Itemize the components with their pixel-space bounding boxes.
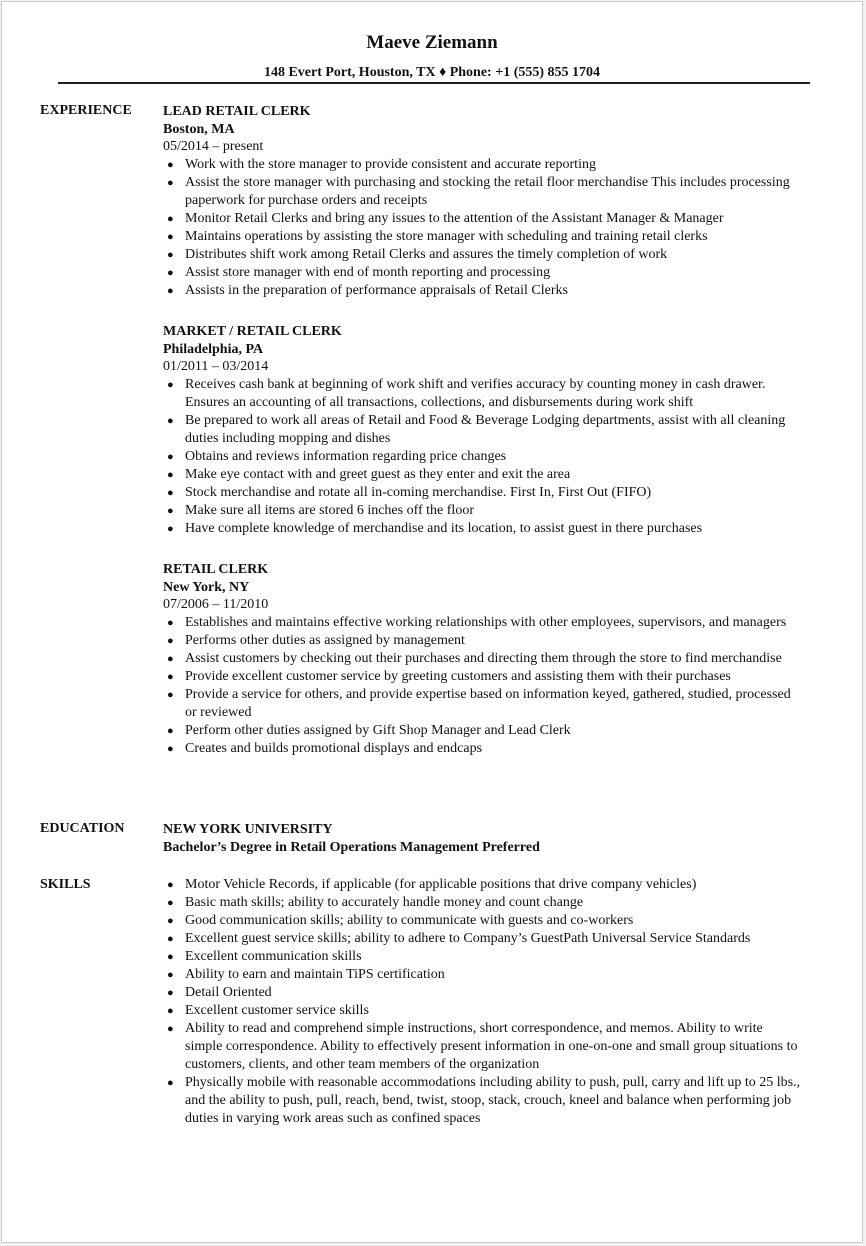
list-item-text: Detail Oriented (185, 985, 272, 1000)
bullet-icon: ● (167, 897, 174, 909)
list-item-text: Creates and builds promotional displays and endcaps (185, 741, 483, 756)
list-item-text: Assists in the preparation of performance appraisals of Retail Clerks (185, 283, 568, 298)
section-label-education: EDUCATION (40, 821, 125, 836)
bullet-icon: ● (167, 505, 174, 517)
list-item-text: Monitor Retail Clerks and bring any issues to the attention of the Assistant Manager & Manager (185, 211, 724, 226)
job-duties-list (163, 156, 803, 300)
list-item (163, 668, 803, 686)
job-location: Philadelphia, PA (163, 342, 264, 357)
list-item (163, 1020, 803, 1074)
job-entry (163, 103, 803, 300)
list-item-text: Make sure all items are stored 6 inches off the floor (185, 503, 474, 518)
list-item (163, 912, 803, 930)
bullet-icon: ● (167, 879, 174, 891)
list-item-text: Assist the store manager with purchasing and stocking the retail floor merchandise This includes processing paperwork for purchase orders and receipts (185, 175, 790, 208)
list-item-text: Excellent customer service skills (185, 1003, 369, 1018)
bullet-icon: ● (167, 1005, 174, 1017)
job-title: LEAD RETAIL CLERK (163, 104, 311, 119)
list-item (163, 282, 803, 300)
list-item-text: Receives cash bank at beginning of work shift and verifies accuracy by counting money in cash drawer. Ensures an accounting of all transactions, collections, and disbursements during work shift (185, 377, 766, 410)
list-item-text: Obtains and reviews information regarding price changes (185, 449, 507, 464)
bullet-icon: ● (167, 267, 174, 279)
job-title: RETAIL CLERK (163, 562, 269, 577)
list-item-text: Provide excellent customer service by greeting customers and assisting them with their purchases (185, 669, 731, 684)
education-degree: Bachelor’s Degree in Retail Operations Management Preferred (163, 840, 540, 855)
bullet-icon: ● (167, 213, 174, 225)
bullet-icon: ● (167, 379, 174, 391)
list-item (163, 984, 803, 1002)
list-item (163, 412, 803, 448)
list-item (163, 966, 803, 984)
bullet-icon: ● (167, 523, 174, 535)
bullet-icon: ● (167, 915, 174, 927)
list-item-text: Maintains operations by assisting the store manager with scheduling and training retail clerks (185, 229, 708, 244)
job-dates: 07/2006 – 11/2010 (163, 597, 269, 612)
bullet-icon: ● (167, 969, 174, 981)
list-item (163, 210, 803, 228)
header-divider (58, 82, 810, 84)
job-entry (163, 561, 803, 758)
list-item (163, 1002, 803, 1020)
list-item-text: Assist store manager with end of month reporting and processing (185, 265, 551, 280)
list-item (163, 502, 803, 520)
skills-entry (163, 876, 803, 1128)
bullet-icon: ● (167, 743, 174, 755)
skills-list (163, 876, 803, 1128)
bullet-icon: ● (167, 635, 174, 647)
section-label-skills: SKILLS (40, 877, 91, 892)
list-item (163, 156, 803, 174)
list-item-text: Performs other duties as assigned by management (185, 633, 465, 648)
list-item (163, 632, 803, 650)
list-item (163, 376, 803, 412)
list-item (163, 484, 803, 502)
list-item-text: Ability to earn and maintain TiPS certification (185, 967, 445, 982)
list-item (163, 448, 803, 466)
list-item (163, 246, 803, 264)
list-item-text: Basic math skills; ability to accurately handle money and count change (185, 895, 584, 910)
job-dates: 05/2014 – present (163, 139, 264, 154)
bullet-icon: ● (167, 487, 174, 499)
list-item (163, 264, 803, 282)
bullet-icon: ● (167, 653, 174, 665)
bullet-icon: ● (167, 689, 174, 701)
job-entry (163, 323, 803, 538)
list-item-text: Physically mobile with reasonable accommodations including ability to push, pull, carry and lift up to 25 lbs., and the ability to push, pull, reach, bend, twist, stoop, stack, crouch, kneel and balance when performing job duties in varying work areas such as confined spaces (185, 1075, 801, 1126)
job-duties-list (163, 614, 803, 758)
list-item (163, 174, 803, 210)
list-item (163, 520, 803, 538)
list-item-text: Provide a service for others, and provide expertise based on information keyed, gathered, studied, processed or reviewed (185, 687, 791, 720)
bullet-icon: ● (167, 249, 174, 261)
resume-page (1, 1, 863, 1243)
list-item (163, 948, 803, 966)
list-item-text: Assist customers by checking out their purchases and directing them through the store to find merchandise (185, 651, 782, 666)
list-item (163, 686, 803, 722)
bullet-icon: ● (167, 231, 174, 243)
bullet-icon: ● (167, 617, 174, 629)
list-item (163, 740, 803, 758)
bullet-icon: ● (167, 933, 174, 945)
education-school: NEW YORK UNIVERSITY (163, 822, 333, 837)
candidate-name: Maeve Ziemann (366, 32, 498, 53)
list-item (163, 1074, 803, 1128)
job-duties-list (163, 376, 803, 538)
bullet-icon: ● (167, 671, 174, 683)
list-item (163, 466, 803, 484)
list-item-text: Work with the store manager to provide consistent and accurate reporting (185, 157, 596, 172)
job-location: Boston, MA (163, 122, 235, 137)
bullet-icon: ● (167, 725, 174, 737)
list-item-text: Perform other duties assigned by Gift Shop Manager and Lead Clerk (185, 723, 571, 738)
bullet-icon: ● (167, 177, 174, 189)
section-label-experience: EXPERIENCE (40, 103, 132, 118)
bullet-icon: ● (167, 1023, 174, 1035)
bullet-icon: ● (167, 159, 174, 171)
list-item-text: Stock merchandise and rotate all in-coming merchandise. First In, First Out (FIFO) (185, 485, 652, 500)
bullet-icon: ● (167, 987, 174, 999)
education-entry (163, 821, 803, 857)
list-item-text: Excellent guest service skills; ability to adhere to Company’s GuestPath Universal Service Standards (185, 931, 751, 946)
list-item (163, 876, 803, 894)
list-item-text: Establishes and maintains effective working relationships with other employees, supervisors, and managers (185, 615, 787, 630)
list-item (163, 650, 803, 668)
bullet-icon: ● (167, 415, 174, 427)
list-item-text: Distributes shift work among Retail Clerks and assures the timely completion of work (185, 247, 668, 262)
bullet-icon: ● (167, 1077, 174, 1089)
contact-line: 148 Evert Port, Houston, TX ♦ Phone: +1 (555) 855 1704 (263, 65, 601, 80)
list-item (163, 228, 803, 246)
list-item-text: Excellent communication skills (185, 949, 362, 964)
list-item-text: Be prepared to work all areas of Retail and Food & Beverage Lodging departments, assist with all cleaning duties including mopping and dishes (185, 413, 786, 446)
bullet-icon: ● (167, 285, 174, 297)
list-item (163, 894, 803, 912)
job-title: MARKET / RETAIL CLERK (163, 324, 342, 339)
list-item (163, 722, 803, 740)
list-item-text: Ability to read and comprehend simple instructions, short correspondence, and memos. Ability to write simple correspondence. Ability to effectively present information in one-on-one and small group situations to customers, clients, and other team members of the organization (185, 1021, 798, 1072)
bullet-icon: ● (167, 469, 174, 481)
job-location: New York, NY (163, 580, 250, 595)
list-item-text: Good communication skills; ability to communicate with guests and co-workers (185, 913, 634, 928)
list-item (163, 930, 803, 948)
list-item (163, 614, 803, 632)
job-dates: 01/2011 – 03/2014 (163, 359, 269, 374)
list-item-text: Have complete knowledge of merchandise and its location, to assist guest in there purchases (185, 521, 703, 536)
list-item-text: Motor Vehicle Records, if applicable (for applicable positions that drive company vehicles) (185, 877, 697, 892)
list-item-text: Make eye contact with and greet guest as they enter and exit the area (185, 467, 571, 482)
bullet-icon: ● (167, 451, 174, 463)
bullet-icon: ● (167, 951, 174, 963)
